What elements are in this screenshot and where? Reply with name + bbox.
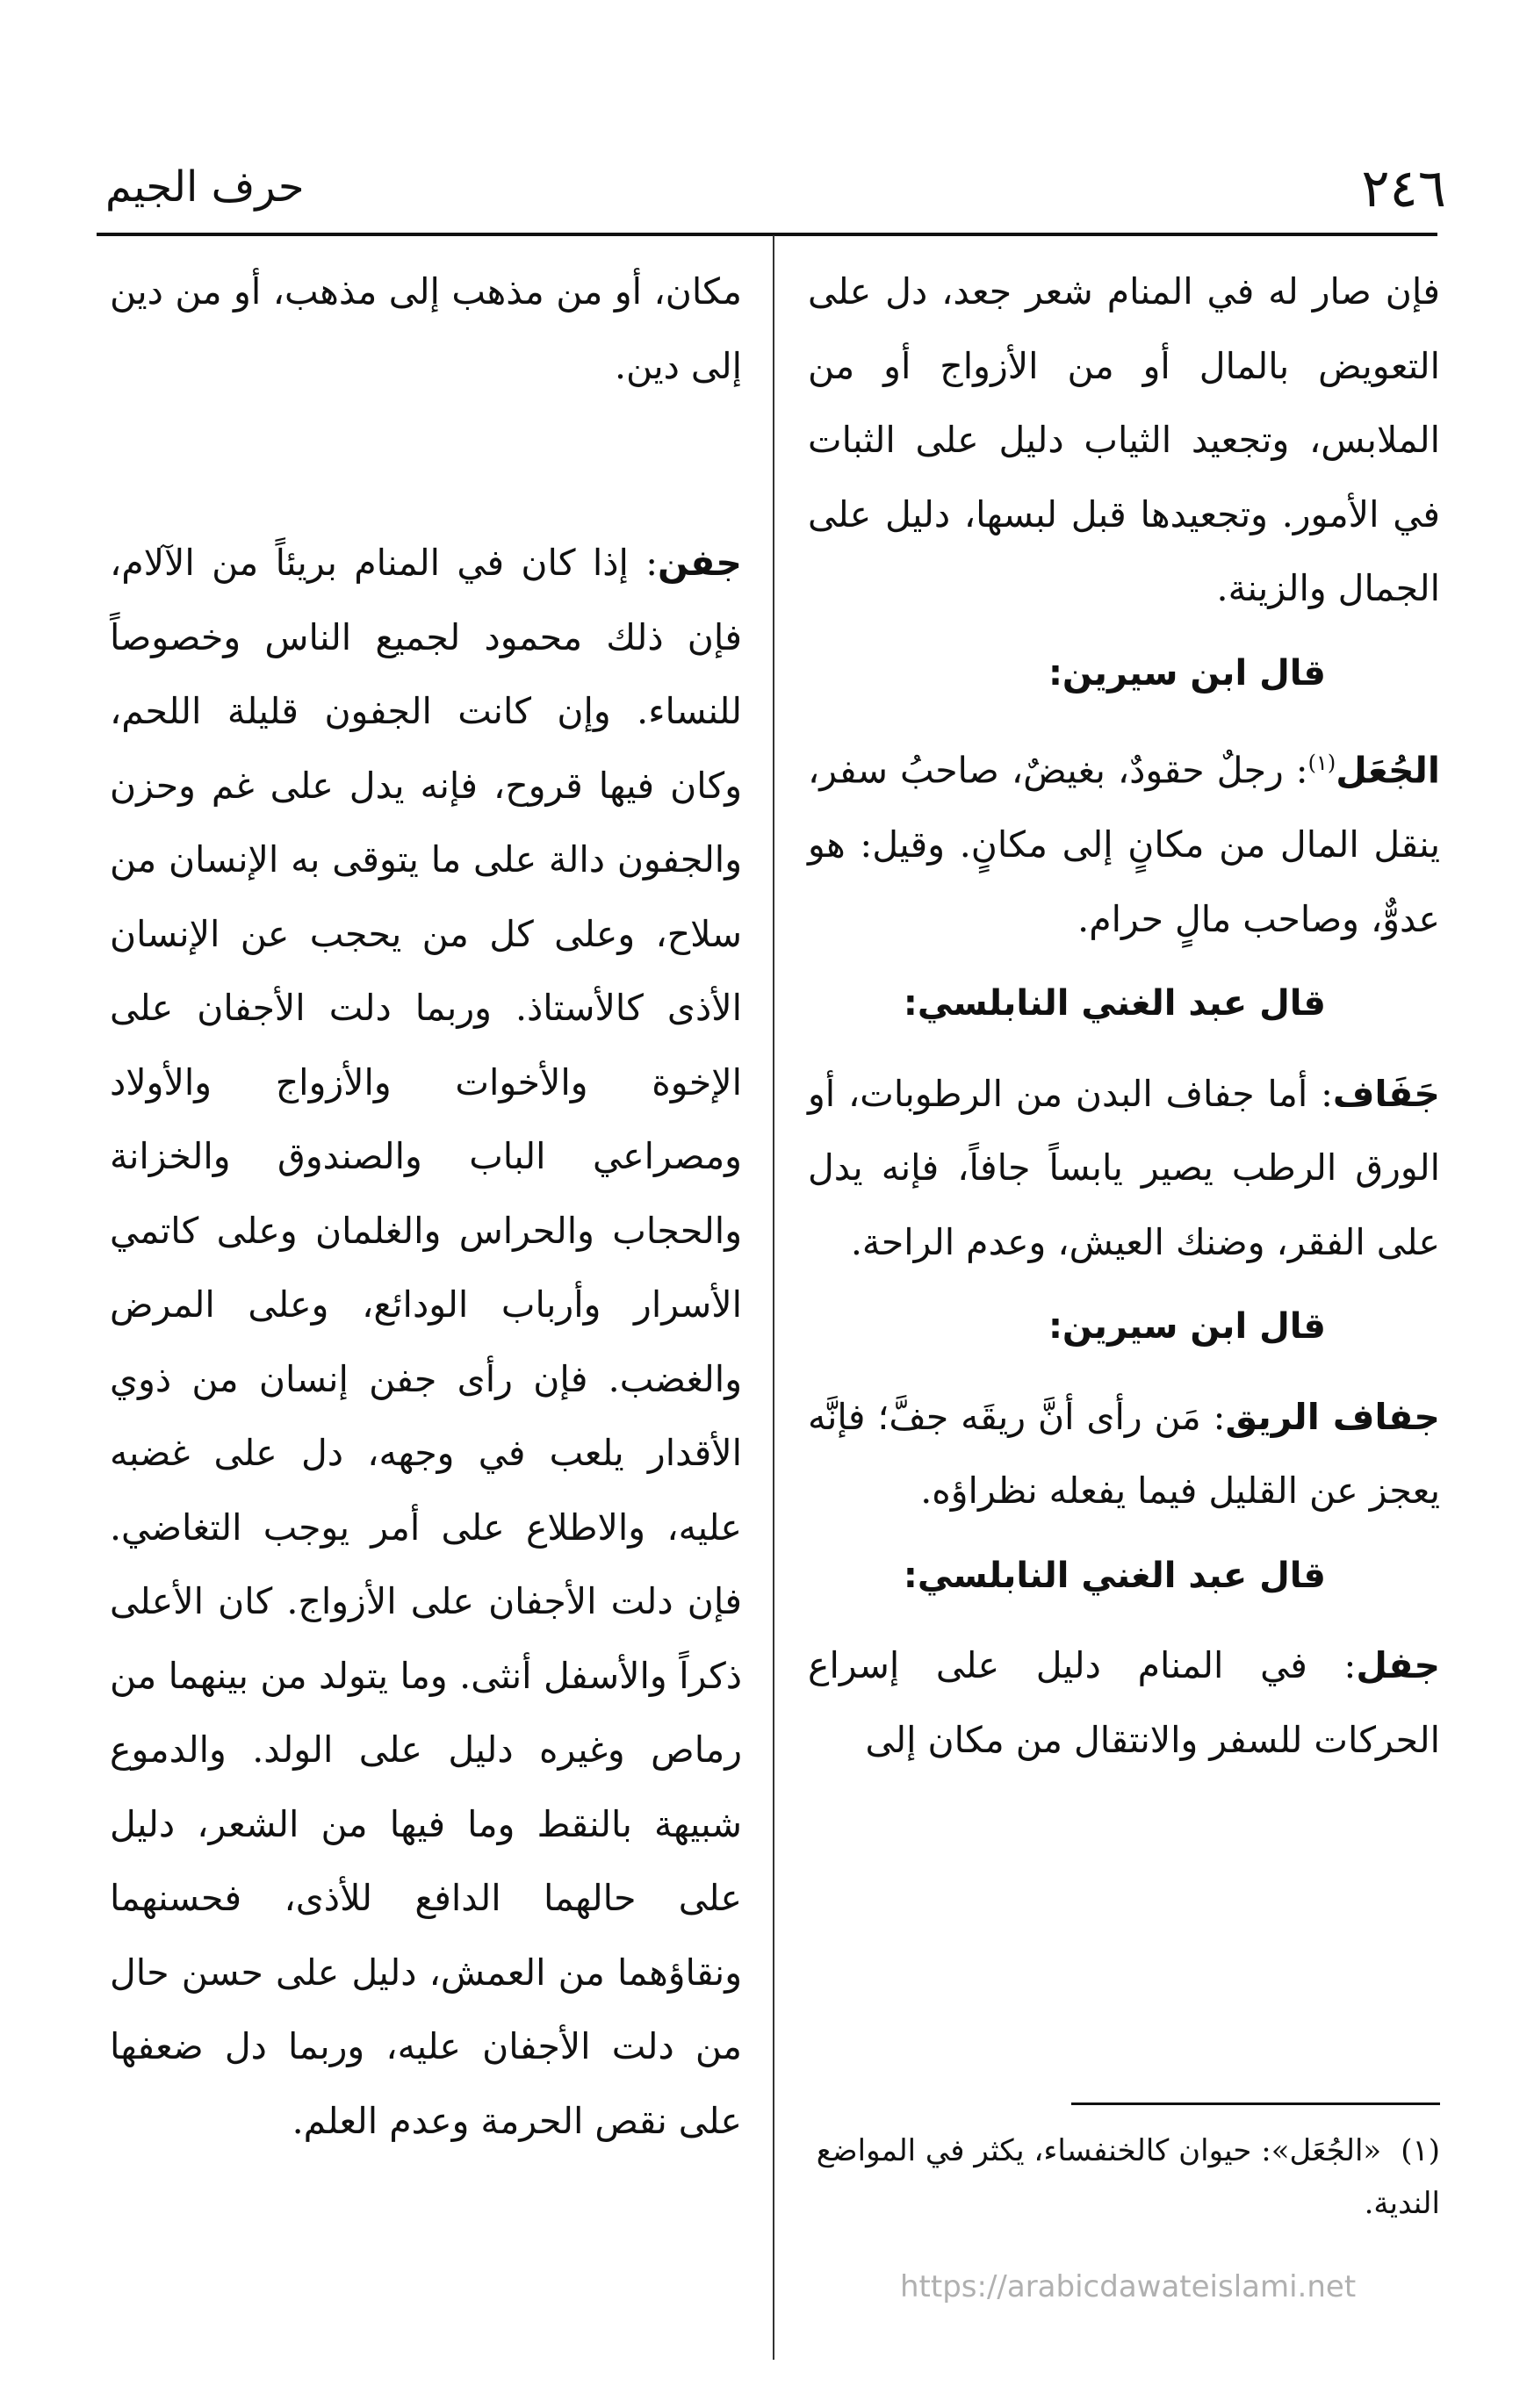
left-column (110, 255, 742, 2158)
page-number: ٢٤٦ (1361, 158, 1446, 219)
footnote-rule (1071, 2103, 1440, 2105)
entry-term: جفل (1356, 1644, 1440, 1687)
entry-text: : إذا كان في المنام بريئاً من الآلام، فإن ذلك محمود لجميع الناس وخصوصاً للنساء. وإن كانت الجفون قليلة اللحم، وكان فيها قروح، فإنه يدل على غم وحزن والجفون دالة على ما يتوقى به الإنسان من سلاح، وعلى كل من يحجب عن الإنسان الأذى كالأستاذ. وربما دلت الأجفان على الإخوة والأخوات والأزواج والأولاد ومصراعي الباب والصندوق والخزانة والحجاب والحراس والغلمان وعلى كاتمي الأسرار وأرباب الودائع، وعلى المرض والغضب. فإن رأى جفن إنسان من ذوي الأقدار يلعب في وجهه، دل على غضبه عليه، والاطلاع على أمر يوجب التغاضي. فإن دلت الأجفان على الأزواج. كان الأعلى ذكراً والأسفل أنثى. وما يتولد من بينهما من رماص وغيره دليل على الولد. والدموع شبيهة بالنقط وما فيها من الشعر، دليل على حالهما الدافع للأذى، فحسنهما ونقاؤهما من العمش، دليل على حسن حال من دلت الأجفان عليه، وربما دل ضعفها على نقص الحرمة وعدم العلم. (110, 542, 742, 2142)
footnote-text: «الجُعَل»: حيوان كالخنفساء، يكثر في المواضع الندية. (816, 2133, 1440, 2221)
column-divider (773, 235, 774, 2360)
entry-text: : مَن رأى أنَّ ريقَه جفَّ؛ فإنَّه يعجز عن القليل فيما يفعله نظراؤه. (808, 1395, 1440, 1513)
section-heading: قال ابن سيرين: (1048, 1306, 1326, 1348)
footnote (808, 2124, 1440, 2230)
entry-text: : أما جفاف البدن من الرطوبات، أو الورق الرطب يصير يابساً جافاً، فإنه يدل على الفقر، وضنك العيش، وعدم الراحة. (808, 1072, 1440, 1263)
paragraph: مكان، أو من مذهب إلى مذهب، أو من دين إلى دين. (110, 270, 742, 387)
entry-paragraph (808, 726, 1440, 956)
entry-paragraph (808, 1628, 1440, 1777)
footnote-marker: (١) (1401, 2133, 1440, 2168)
entry-text: : رجلٌ حقودٌ، بغيضٌ، صاحبُ سفر، ينقل المال من مكانٍ إلى مكانٍ. وقيل: هو عدوٌّ، وصاحب مالٍ حرام. (808, 749, 1440, 940)
section-heading: قال عبد الغني النابلسي: (903, 983, 1326, 1024)
footnote-ref: (١) (1307, 751, 1336, 775)
watermark-url: https://arabicdawateislami.net (900, 2269, 1357, 2304)
entry-term: الجُعَل (1336, 749, 1440, 792)
entry-paragraph (110, 526, 742, 2158)
spacer (110, 403, 742, 526)
section-heading: قال ابن سيرين: (1048, 652, 1326, 694)
entry-text: : في المنام دليل على إسراع الحركات للسفر والانتقال من مكان إلى (808, 1644, 1440, 1761)
header-rule (97, 233, 1437, 236)
section-heading: قال عبد الغني النابلسي: (903, 1555, 1326, 1596)
entry-paragraph (808, 1057, 1440, 1280)
entry-term: جفن (658, 542, 742, 584)
entry-paragraph (808, 1380, 1440, 1528)
entry-term: جَفَاف (1332, 1072, 1440, 1115)
chapter-title: حرف الجيم (105, 162, 305, 212)
entry-term: جفاف الريق (1225, 1395, 1440, 1438)
paragraph: فإن صار له في المنام شعر جعد، دل على التعويض بالمال أو من الأزواج أو من الملابس، وتجعيد الثياب دليل على الثبات في الأمور. وتجعيدها قبل لبسها، دليل على الجمال والزينة. (808, 270, 1440, 609)
right-column (808, 255, 1440, 1777)
